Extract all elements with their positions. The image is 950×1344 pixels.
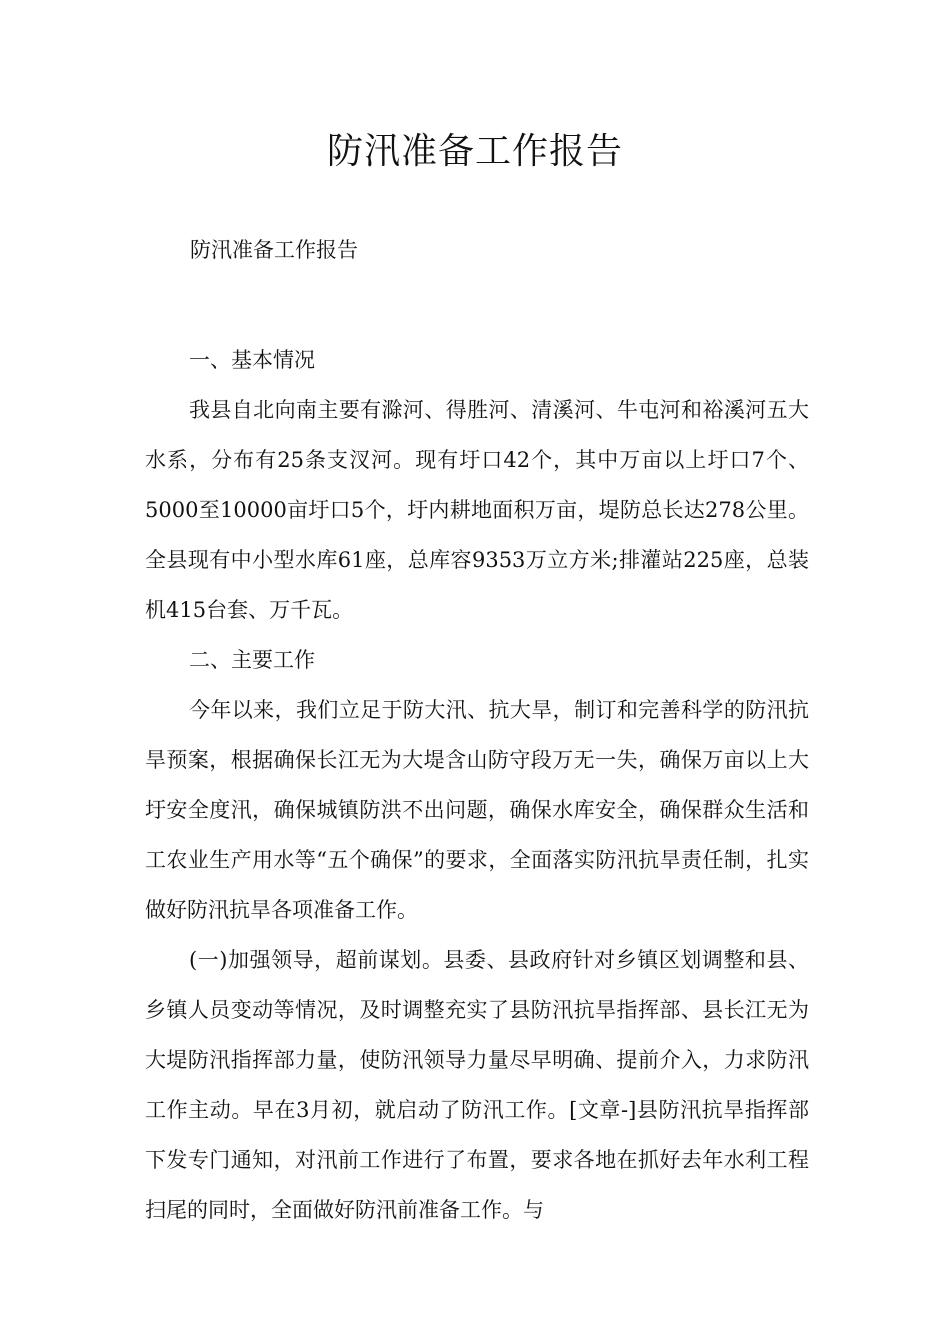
- document-body: [145, 335, 809, 1235]
- paragraph-leadership: (一)加强领导，超前谋划。县委、县政府针对乡镇区划调整和县、乡镇人员变动等情况，及时调整充实了县防汛抗旱指挥部、县长江无为大堤防汛指挥部力量，使防汛领导力量尽早明确、提前介入，力求防汛工作主动。早在3月初，就启动了防汛工作。[文章-]县防汛抗旱指挥部下发专门通知，对汛前工作进行了布置，要求各地在抓好去年水利工程扫尾的同时，全面做好防汛前准备工作。与: [145, 948, 809, 1222]
- document-subtitle: 防汛准备工作报告: [190, 238, 358, 262]
- paragraph-main-work: 今年以来，我们立足于防大汛、抗大旱，制订和完善科学的防汛抗旱预案，根据确保长江无为大堤含山防守段万无一失，确保万亩以上大圩安全度汛，确保城镇防洪不出问题，确保水库安全，确保群众生活和工农业生产用水等“五个确保”的要求，全面落实防汛抗旱责任制，扎实做好防汛抗旱各项准备工作。: [145, 698, 809, 922]
- paragraph-basic-info: 我县自北向南主要有滁河、得胜河、清溪河、牛屯河和裕溪河五大水系，分布有25条支汊河。现有圩口42个，其中万亩以上圩口7个、5000至10000亩圩口5个，圩内耕地面积万亩，堤防总长达278公里。全县现有中小型水库61座，总库容9353万立方米;排灌站225座，总装机415台套、万千瓦。: [145, 398, 809, 622]
- document-title: 防汛准备工作报告: [326, 131, 623, 172]
- section-heading-basic: 一、基本情况: [189, 348, 315, 372]
- section-heading-main-work: 二、主要工作: [189, 648, 315, 672]
